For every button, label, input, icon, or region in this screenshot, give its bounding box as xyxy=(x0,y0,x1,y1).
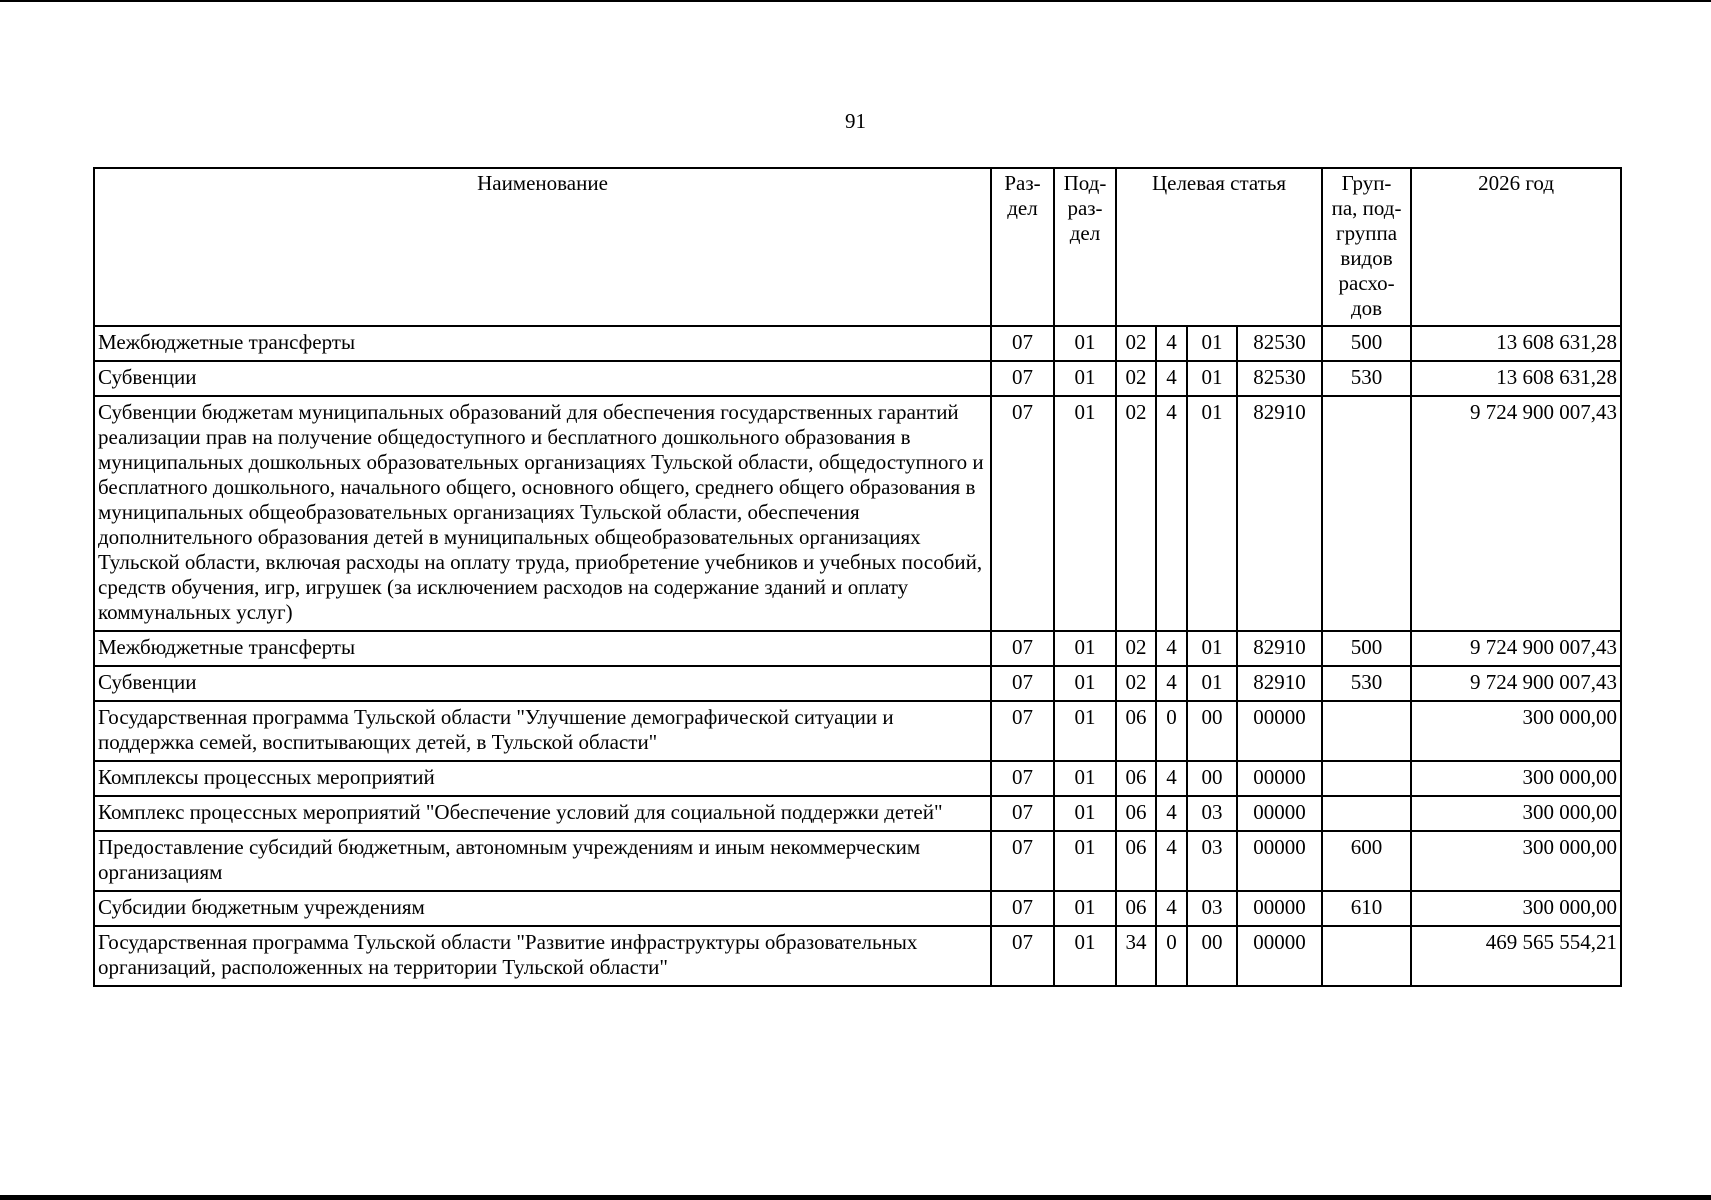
row-target-direction: 00000 xyxy=(1237,701,1322,761)
row-target-program: 34 xyxy=(1116,926,1156,986)
row-name: Государственная программа Тульской области "Улучшение демографической ситуации и поддержка семей, воспитывающих детей, в Тульской области" xyxy=(94,701,991,761)
row-target-program: 02 xyxy=(1116,326,1156,361)
table-row xyxy=(94,666,1621,701)
row-amount: 300 000,00 xyxy=(1411,761,1621,796)
row-expense-group: 500 xyxy=(1322,326,1411,361)
row-amount: 9 724 900 007,43 xyxy=(1411,396,1621,631)
row-target-direction: 00000 xyxy=(1237,926,1322,986)
row-amount: 300 000,00 xyxy=(1411,891,1621,926)
row-podrazdel: 01 xyxy=(1054,631,1116,666)
row-name: Межбюджетные трансферты xyxy=(94,326,991,361)
row-name: Государственная программа Тульской области "Развитие инфраструктуры образовательных организаций, расположенных на территории Тульской области" xyxy=(94,926,991,986)
row-target-program: 06 xyxy=(1116,761,1156,796)
row-razdel: 07 xyxy=(991,631,1054,666)
row-target-type: 4 xyxy=(1156,666,1187,701)
row-target-type: 4 xyxy=(1156,891,1187,926)
row-razdel: 07 xyxy=(991,396,1054,631)
row-razdel: 07 xyxy=(991,361,1054,396)
table-row xyxy=(94,631,1621,666)
row-target-complex: 03 xyxy=(1187,831,1237,891)
header-podrazdel: Под- раз- дел xyxy=(1054,168,1116,326)
budget-table xyxy=(93,167,1622,987)
header-year: 2026 год xyxy=(1411,168,1621,326)
scan-edge-top xyxy=(0,0,1711,2)
row-name: Субвенции xyxy=(94,666,991,701)
row-podrazdel: 01 xyxy=(1054,701,1116,761)
row-target-program: 02 xyxy=(1116,666,1156,701)
row-razdel: 07 xyxy=(991,666,1054,701)
row-name: Субвенции бюджетам муниципальных образований для обеспечения государственных гарантий реализации прав на получение общедоступного и бесплатного дошкольного образования в муниципальных дошкольных образовательных организациях Тульской области, общедоступного и бесплатного дошкольного, начального общего, основного общего, среднего общего образования в муниципальных общеобразовательных организациях Тульской области, обеспечения дополнительного образования детей в муниципальных общеобразовательных организациях Тульской области, включая расходы на оплату труда, приобретение учебников и учебных пособий, средств обучения, игр, игрушек (за исключением расходов на содержание зданий и оплату коммунальных услуг) xyxy=(94,396,991,631)
row-amount: 13 608 631,28 xyxy=(1411,326,1621,361)
row-target-program: 02 xyxy=(1116,396,1156,631)
row-target-direction: 82530 xyxy=(1237,326,1322,361)
row-target-direction: 82910 xyxy=(1237,631,1322,666)
row-name: Межбюджетные трансферты xyxy=(94,631,991,666)
row-target-program: 06 xyxy=(1116,891,1156,926)
row-target-complex: 01 xyxy=(1187,396,1237,631)
row-target-direction: 00000 xyxy=(1237,891,1322,926)
header-expense-group: Груп- па, под- группа видов расхо- дов xyxy=(1322,168,1411,326)
table-row xyxy=(94,761,1621,796)
row-amount: 300 000,00 xyxy=(1411,796,1621,831)
row-target-complex: 03 xyxy=(1187,891,1237,926)
row-target-direction: 00000 xyxy=(1237,796,1322,831)
row-name: Комплекс процессных мероприятий "Обеспечение условий для социальной поддержки детей" xyxy=(94,796,991,831)
row-name: Комплексы процессных мероприятий xyxy=(94,761,991,796)
row-name: Предоставление субсидий бюджетным, автономным учреждениям и иным некоммерческим организациям xyxy=(94,831,991,891)
row-podrazdel: 01 xyxy=(1054,396,1116,631)
scan-edge-bottom xyxy=(0,1195,1711,1200)
row-target-complex: 00 xyxy=(1187,926,1237,986)
row-target-type: 4 xyxy=(1156,396,1187,631)
row-razdel: 07 xyxy=(991,326,1054,361)
row-name: Субсидии бюджетным учреждениям xyxy=(94,891,991,926)
row-target-type: 4 xyxy=(1156,761,1187,796)
row-amount: 469 565 554,21 xyxy=(1411,926,1621,986)
row-razdel: 07 xyxy=(991,701,1054,761)
row-target-complex: 01 xyxy=(1187,326,1237,361)
row-target-complex: 01 xyxy=(1187,631,1237,666)
table-row xyxy=(94,701,1621,761)
row-expense-group: 500 xyxy=(1322,631,1411,666)
page-number: 91 xyxy=(845,109,866,133)
row-target-direction: 00000 xyxy=(1237,761,1322,796)
row-podrazdel: 01 xyxy=(1054,891,1116,926)
header-name: Наименование xyxy=(94,168,991,326)
row-expense-group xyxy=(1322,761,1411,796)
row-amount: 300 000,00 xyxy=(1411,831,1621,891)
table-row xyxy=(94,326,1621,361)
row-target-type: 4 xyxy=(1156,361,1187,396)
row-target-program: 06 xyxy=(1116,796,1156,831)
header-razdel: Раз- дел xyxy=(991,168,1054,326)
row-podrazdel: 01 xyxy=(1054,361,1116,396)
table-row xyxy=(94,361,1621,396)
row-target-type: 4 xyxy=(1156,326,1187,361)
row-target-direction: 82530 xyxy=(1237,361,1322,396)
row-target-program: 06 xyxy=(1116,831,1156,891)
row-target-program: 02 xyxy=(1116,361,1156,396)
row-podrazdel: 01 xyxy=(1054,796,1116,831)
row-expense-group xyxy=(1322,396,1411,631)
row-expense-group xyxy=(1322,926,1411,986)
table-row xyxy=(94,396,1621,631)
row-target-complex: 01 xyxy=(1187,666,1237,701)
table-row xyxy=(94,891,1621,926)
row-podrazdel: 01 xyxy=(1054,761,1116,796)
row-target-type: 4 xyxy=(1156,631,1187,666)
row-target-direction: 00000 xyxy=(1237,831,1322,891)
row-razdel: 07 xyxy=(991,926,1054,986)
row-target-complex: 00 xyxy=(1187,761,1237,796)
table-row xyxy=(94,926,1621,986)
row-target-type: 4 xyxy=(1156,831,1187,891)
row-expense-group: 530 xyxy=(1322,666,1411,701)
row-razdel: 07 xyxy=(991,891,1054,926)
row-target-type: 0 xyxy=(1156,701,1187,761)
row-expense-group: 530 xyxy=(1322,361,1411,396)
row-target-program: 02 xyxy=(1116,631,1156,666)
row-target-type: 4 xyxy=(1156,796,1187,831)
row-amount: 9 724 900 007,43 xyxy=(1411,666,1621,701)
row-podrazdel: 01 xyxy=(1054,666,1116,701)
row-amount: 13 608 631,28 xyxy=(1411,361,1621,396)
row-razdel: 07 xyxy=(991,831,1054,891)
table-body xyxy=(94,326,1621,986)
row-target-type: 0 xyxy=(1156,926,1187,986)
row-amount: 9 724 900 007,43 xyxy=(1411,631,1621,666)
row-target-program: 06 xyxy=(1116,701,1156,761)
row-expense-group: 610 xyxy=(1322,891,1411,926)
row-target-direction: 82910 xyxy=(1237,396,1322,631)
row-target-complex: 01 xyxy=(1187,361,1237,396)
table-row xyxy=(94,796,1621,831)
row-expense-group xyxy=(1322,701,1411,761)
row-expense-group: 600 xyxy=(1322,831,1411,891)
row-name: Субвенции xyxy=(94,361,991,396)
table-row xyxy=(94,831,1621,891)
row-target-complex: 03 xyxy=(1187,796,1237,831)
row-razdel: 07 xyxy=(991,796,1054,831)
row-target-direction: 82910 xyxy=(1237,666,1322,701)
row-razdel: 07 xyxy=(991,761,1054,796)
row-amount: 300 000,00 xyxy=(1411,701,1621,761)
row-podrazdel: 01 xyxy=(1054,831,1116,891)
row-podrazdel: 01 xyxy=(1054,926,1116,986)
row-target-complex: 00 xyxy=(1187,701,1237,761)
row-expense-group xyxy=(1322,796,1411,831)
header-target-article: Целевая статья xyxy=(1116,168,1322,326)
table-header-row xyxy=(94,168,1621,326)
row-podrazdel: 01 xyxy=(1054,326,1116,361)
